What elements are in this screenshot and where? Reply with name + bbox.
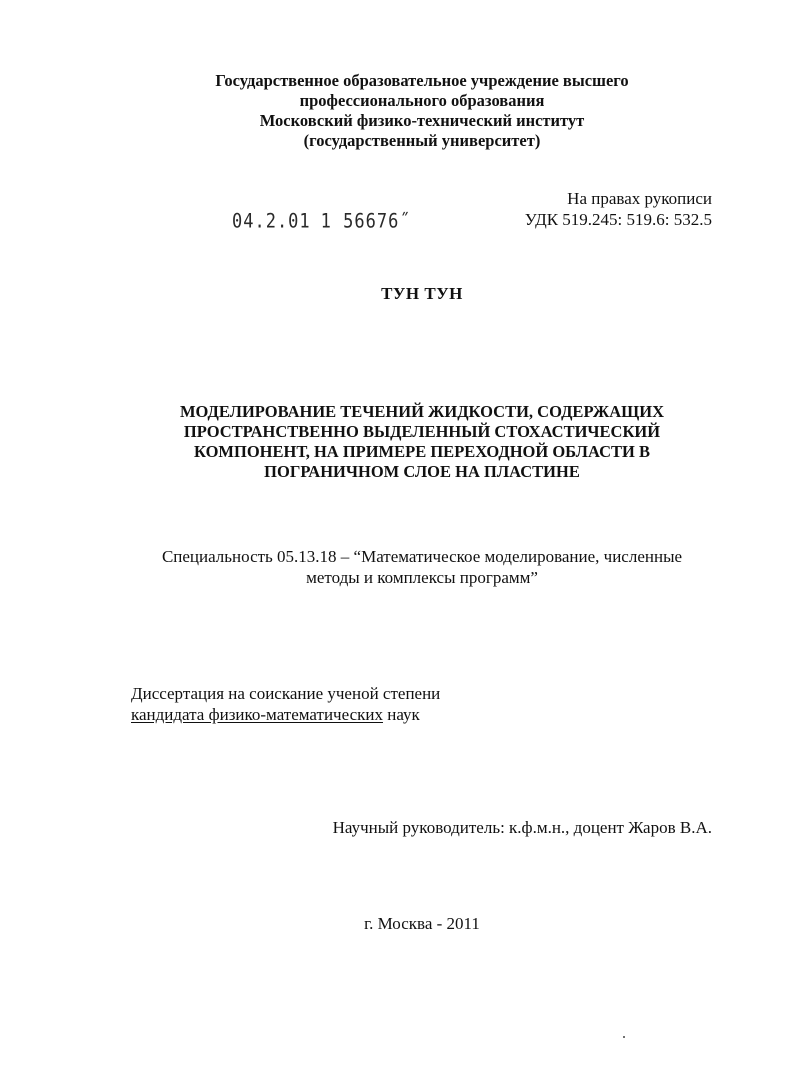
institution-line-4: (государственный университет)	[303, 131, 541, 150]
degree-field-rest: наук	[382, 705, 420, 724]
specialty	[0, 546, 792, 588]
title-line-4: ПОГРАНИЧНОМ СЛОЕ НА ПЛАСТИНЕ	[264, 462, 580, 481]
degree-line-1: Диссертация на соискание ученой степени	[131, 684, 441, 703]
institution-line-2: профессионального образования	[299, 91, 545, 110]
specialty-line-2: методы и комплексы программ”	[306, 568, 538, 587]
registration-stamp	[232, 210, 411, 233]
institution-header	[0, 71, 792, 151]
udc-code: УДК 519.245: 519.6: 532.5	[524, 210, 712, 229]
degree-line-2	[131, 704, 440, 725]
rights-label: На правах рукописи	[567, 189, 712, 208]
author-name: ТУН ТУН	[381, 284, 463, 303]
stamp-number: 1 56676	[320, 210, 400, 233]
institution-line-3: Московский физико-технический институт	[259, 111, 585, 130]
specialty-line-1: Специальность 05.13.18 – “Математическое моделирование, численные	[161, 547, 683, 566]
degree-field-underlined: кандидата физико-математических	[131, 705, 383, 724]
institution-line-1: Государственное образовательное учреждение высшего	[215, 71, 629, 90]
title-line-3: КОМПОНЕНТ, НА ПРИМЕРЕ ПЕРЕХОДНОЙ ОБЛАСТИ В	[194, 442, 650, 461]
manuscript-rights	[525, 188, 712, 230]
stamp-mark: ˝	[399, 210, 411, 233]
scientific-supervisor: Научный руководитель: к.ф.м.н., доцент Жаров В.А.	[332, 818, 712, 837]
stamp-date: 04.2.01	[232, 210, 311, 233]
city-year: г. Москва - 2011	[364, 914, 480, 933]
dissertation-title	[0, 402, 792, 482]
title-line-1: МОДЕЛИРОВАНИЕ ТЕЧЕНИЙ ЖИДКОСТИ, СОДЕРЖАЩИХ	[179, 402, 665, 421]
scan-speck	[623, 1036, 625, 1038]
title-line-2: ПРОСТРАНСТВЕННО ВЫДЕЛЕННЫЙ СТОХАСТИЧЕСКИЙ	[183, 422, 661, 441]
degree-statement	[131, 683, 440, 725]
